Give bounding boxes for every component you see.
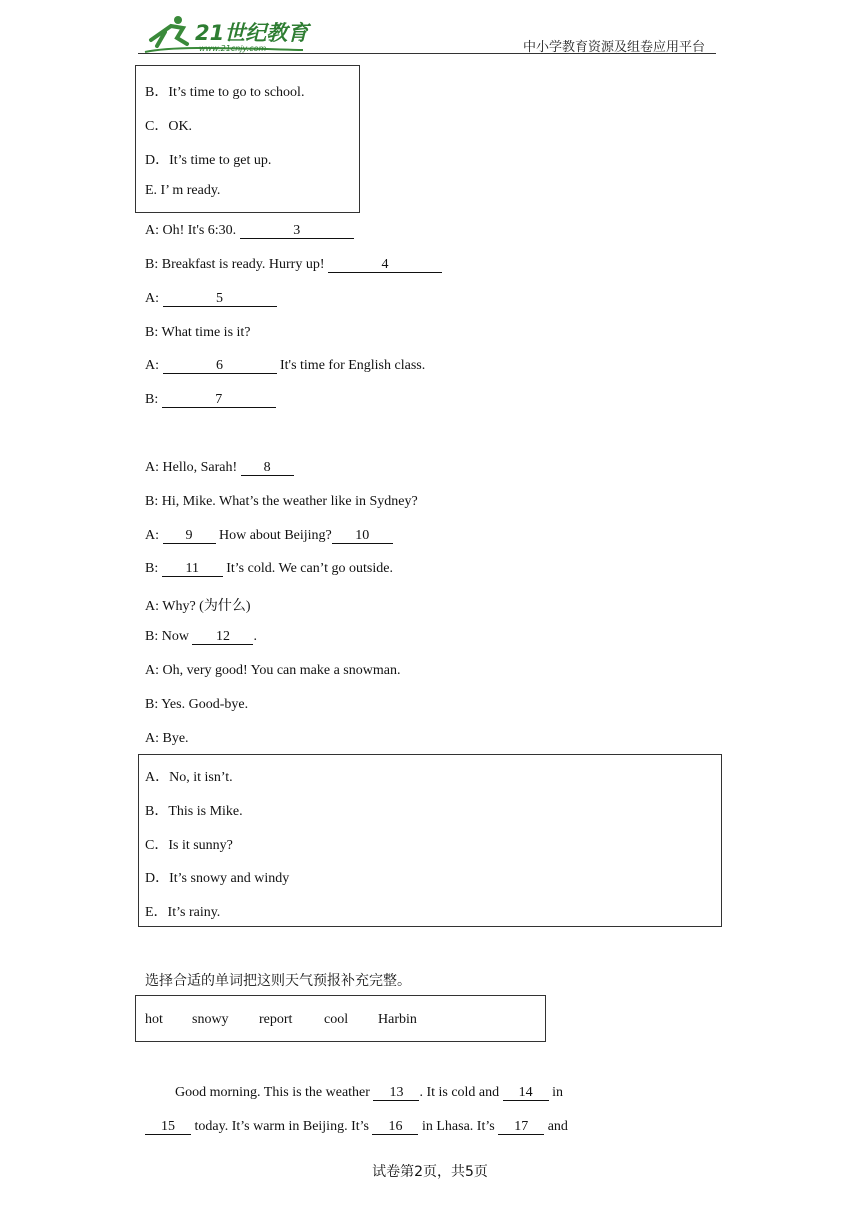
header-divider [138, 53, 716, 54]
blank-17[interactable]: 17 [498, 1119, 544, 1135]
dialog2-line: A: 9 How about Beijing? 10 [145, 528, 393, 544]
section3-instruction: 选择合适的单词把这则天气预报补充完整。 [145, 973, 411, 989]
box2-option: D．It’s snowy and windy [145, 871, 290, 886]
word-option: cool [324, 1012, 349, 1027]
blank-5[interactable]: 5 [163, 291, 277, 307]
dialog2-line: B: 11 It’s cold. We can’t go outside. [145, 561, 393, 576]
blank-13[interactable]: 13 [373, 1085, 419, 1101]
dialog2-line: A: Oh, very good! You can make a snowman. [145, 663, 401, 678]
paragraph-line: Good morning. This is the weather 13 . It is cold and 14 in [175, 1085, 564, 1100]
dialog1-line: B: 7 [145, 392, 276, 408]
logo [143, 12, 318, 56]
blank-10[interactable]: 10 [332, 528, 393, 544]
box2-option: B．This is Mike. [145, 804, 243, 819]
blank-16[interactable]: 16 [372, 1119, 418, 1135]
dialog2-line: A: Hello, Sarah! 8 [145, 460, 294, 476]
blank-11[interactable]: 11 [162, 561, 223, 577]
dialog1-line: A: 5 [145, 291, 277, 307]
dialog1-line: B: What time is it? [145, 325, 251, 340]
dialog2-line: A: Bye. [145, 731, 189, 746]
dialog1-line: A: 6 It's time for English class. [145, 358, 426, 373]
dialog2-line: B: Yes. Good-bye. [145, 697, 249, 712]
word-option: Harbin [378, 1012, 417, 1027]
paragraph-line: 15 today. It’s warm in Beijing. It’s 16 in Lhasa. It’s 17 and [145, 1119, 568, 1135]
box1-option: B．It’s time to go to school. [145, 85, 305, 100]
blank-6[interactable]: 6 [163, 358, 277, 374]
page-footer: 试卷第2页，共5页 [372, 1164, 488, 1180]
dialog2-line: B: Now 12 . [145, 629, 257, 644]
header-platform-text: 中小学教育资源及组卷应用平台 [523, 40, 706, 55]
box1-option: D．It’s time to get up. [145, 153, 272, 168]
blank-12[interactable]: 12 [192, 629, 253, 645]
blank-15[interactable]: 15 [145, 1119, 191, 1135]
logo-url: www.21cnjy.com [199, 44, 267, 53]
box2-option: A．No, it isn’t. [145, 770, 233, 785]
word-option: report [259, 1012, 293, 1027]
box2-option: E．It’s rainy. [145, 905, 221, 920]
box2-option: C．Is it sunny? [145, 838, 233, 853]
word-bank [145, 1012, 417, 1028]
word-option: snowy [192, 1012, 229, 1027]
blank-8[interactable]: 8 [241, 460, 294, 476]
blank-4[interactable]: 4 [328, 257, 442, 273]
box1-option: C．OK. [145, 119, 193, 134]
blank-9[interactable]: 9 [163, 528, 216, 544]
blank-7[interactable]: 7 [162, 392, 276, 408]
dialog2-line: A: Why? (为什么) [145, 599, 251, 614]
box1-option: E. I’ m ready. [145, 183, 221, 198]
blank-3[interactable]: 3 [240, 223, 354, 239]
word-option: hot [145, 1012, 163, 1027]
dialog2-line: B: Hi, Mike. What’s the weather like in Sydney? [145, 494, 418, 509]
dialog1-line: A: Oh! It's 6:30. 3 [145, 223, 354, 239]
blank-14[interactable]: 14 [503, 1085, 549, 1101]
logo-text: 21世纪教育 [195, 21, 309, 45]
dialog1-line: B: Breakfast is ready. Hurry up! 4 [145, 257, 442, 273]
